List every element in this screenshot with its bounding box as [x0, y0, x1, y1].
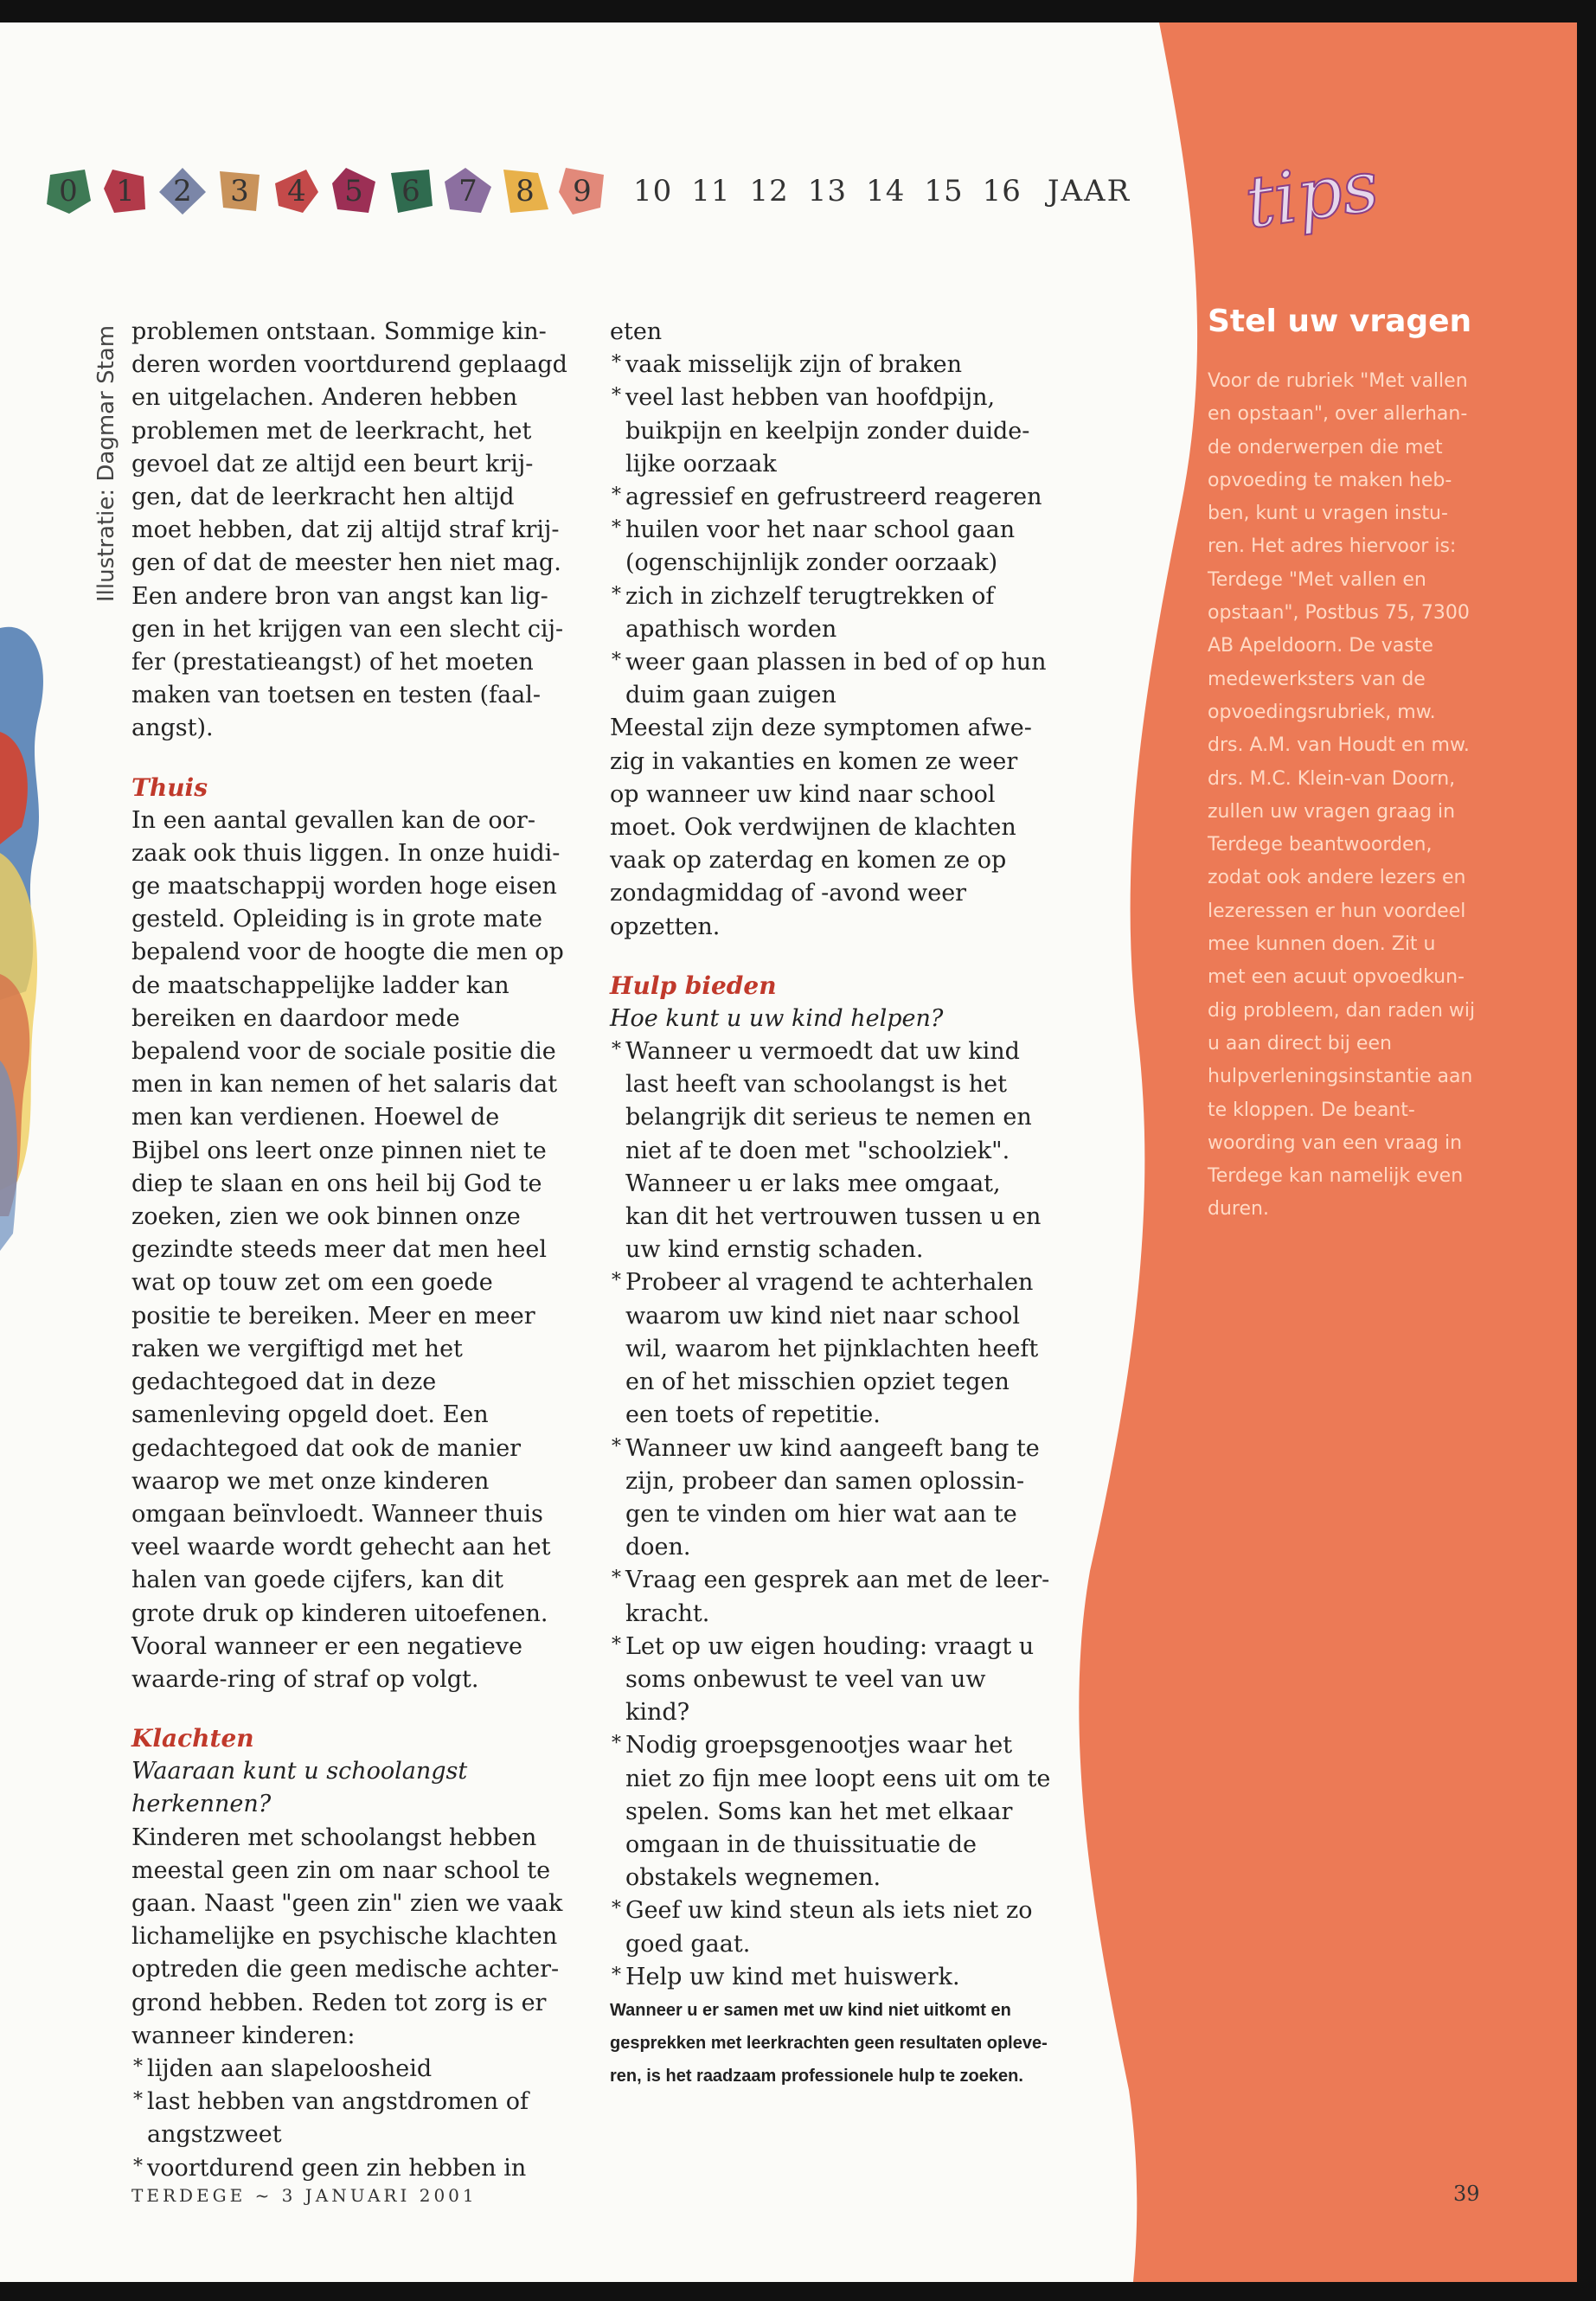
- list-item: * lijden aan slapeloosheid: [131, 2053, 573, 2086]
- list-item: * Geef uw kind steun als iets niet zo goed gaat.: [610, 1894, 1051, 1960]
- page-number: 39: [1453, 2182, 1480, 2206]
- list-item: * Vraag een gesprek aan met de leer-kracht.: [610, 1564, 1051, 1630]
- body-paragraph: eten: [610, 318, 663, 345]
- age-unit: JAAR: [1047, 174, 1131, 208]
- list-item: * Wanneer u vermoedt dat uw kind last heeft van schoolangst is het belangrijk dit serieus te nemen en niet af te doen met "schoolziek". Wanneer u er laks mee omgaat, kan dit het vertrouwen tussen u en uw kind ernstig schaden.: [610, 1035, 1051, 1266]
- sidebar-title: Stel uw vragen: [1208, 304, 1472, 339]
- age-label: 15: [924, 174, 964, 208]
- age-label: 10: [633, 174, 673, 208]
- age-marker: 0: [43, 166, 93, 216]
- list-item: * zich in zichzelf terugtrekken of apathisch worden: [610, 580, 1051, 646]
- symptom-list: [610, 349, 1051, 712]
- list-item: * agressief en gefrustreerd reageren: [610, 481, 1051, 514]
- closing-note: Wanneer u er samen met uw kind niet uitkomt en gesprekken met leerkrachten geen resultaten opleve-ren, is het raadzaam professionele hulp te zoeken.: [610, 2000, 1048, 2086]
- illustration-credit: Illustratie: Dagmar Stam: [93, 324, 119, 602]
- symptom-list: [131, 2053, 573, 2185]
- magazine-page: [0, 22, 1577, 2282]
- section-heading-klachten: Klachten: [131, 1724, 254, 1753]
- scan-border-top: [0, 0, 1596, 22]
- age-marker: 1: [100, 166, 151, 216]
- age-marker: 5: [329, 166, 379, 216]
- scan-border-right: [1577, 0, 1596, 2301]
- age-marker: 7: [443, 166, 493, 216]
- age-label: 14: [866, 174, 906, 208]
- age-marker: 8: [500, 166, 550, 216]
- list-item: * weer gaan plassen in bed of op hun duim gaan zuigen: [610, 646, 1051, 712]
- list-item: * veel last hebben van hoofdpijn, buikpijn en keelpijn zonder duide-lijke oorzaak: [610, 381, 1051, 481]
- age-marker: 4: [272, 166, 322, 216]
- list-item: * voortdurend geen zin hebben in: [131, 2152, 573, 2185]
- section-heading-hulp: Hulp bieden: [610, 971, 777, 1000]
- section-subheading: Hoe kunt u uw kind helpen?: [610, 1004, 944, 1032]
- section-subheading: Waaraan kunt u schoolangst herkennen?: [131, 1758, 468, 1818]
- article-column-2: [610, 316, 1051, 2093]
- footer-publication: TERDEGE ~ 3 JANUARI 2001: [131, 2185, 478, 2206]
- sidebar-text: Voor de rubriek "Met vallen en opstaan", over allerhan-de onderwerpen die met opvoeding te maken heb-ben, kunt u vragen instu-ren. Het adres hiervoor is: Terdege "Met vallen en opstaan", Postbus 75, 7300 AB Apeldoorn. De vaste medewerksters van de opvoedingsrubriek, mw. drs. A.M. van Houdt en mw. drs. M.C. Klein-van Doorn, zullen uw vragen graag in Terdege beantwoorden, zodat ook andere lezers en lezeressen er hun voordeel mee kunnen doen. Zit u met een acuut opvoedkun-dig probleem, dan raden wij u aan direct bij een hulpverleningsinstantie aan te kloppen. De beant-woording van een vraag in Terdege kan namelijk even duren.: [1208, 370, 1476, 1221]
- scan-border-bottom: [0, 2282, 1596, 2301]
- age-label: 12: [749, 174, 789, 208]
- age-label: 13: [807, 174, 848, 208]
- age-label: 11: [691, 174, 731, 208]
- body-paragraph: Kinderen met schoolangst hebben meestal geen zin om naar school te gaan. Naast "geen zin" zien we vaak lichamelijke en psychische klachten optreden die geen medische achter-grond hebben. Reden tot zorg is er wanneer kinderen:: [131, 1823, 563, 2049]
- tips-sidebar: [1208, 304, 1476, 1227]
- list-item: * vaak misselijk zijn of braken: [610, 349, 1051, 381]
- list-item: * Help uw kind met huiswerk.: [610, 1961, 1051, 1994]
- age-scale: [43, 157, 1131, 226]
- age-marker: 9: [557, 166, 607, 216]
- list-item: * last hebben van angstdromen of angstzweet: [131, 2086, 573, 2151]
- list-item: * huilen voor het naar school gaan (ogenschijnlijk zonder oorzaak): [610, 514, 1051, 580]
- body-paragraph: In een aantal gevallen kan de oor-zaak ook thuis liggen. In onze huidi-ge maatschappij worden hoge eisen gesteld. Opleiding is in grote mate bepalend voor de hoogte die men op de maatschappelijke ladder kan bereiken en daardoor mede bepalend voor de sociale positie die men in kan nemen of het salaris dat men kan verdienen. Hoewel de Bijbel ons leert onze pinnen niet te diep te slaan en ons heil bij God te zoeken, zien we ook binnen onze gezindte steeds meer dat men heel wat op touw zet om een goede positie te bereiken. Meer en meer raken we vergiftigd met het gedachtegoed dat in deze samenleving opgeld doet. Een gedachtegoed dat ook de manier waarop we met onze kinderen omgaan beïnvloedt. Wanneer thuis veel waarde wordt gehecht aan het halen van goede cijfers, kan dit grote druk op kinderen uitoefenen. Vooral wanneer er een negatieve waarde-ring of straf op volgt.: [131, 806, 564, 1693]
- age-label: 16: [982, 174, 1022, 208]
- age-marker: 3: [215, 166, 265, 216]
- age-marker: 2: [157, 166, 208, 216]
- list-item: * Probeer al vragend te achterhalen waarom uw kind niet naar school wil, waarom het pijnklachten heeft en of het misschien opziet tegen een toets of repetitie.: [610, 1266, 1051, 1432]
- help-list: [610, 1035, 1051, 1994]
- body-paragraph: problemen ontstaan. Sommige kin-deren worden voortdurend geplaagd en uitgelachen. Anderen hebben problemen met de leerkracht, het gevoel dat ze altijd een beurt krij-gen, dat de leerkracht hen altijd moet hebben, dat zij altijd straf krij-gen of dat de meester hen niet mag. Een andere bron van angst kan lig-gen in het krijgen van een slecht cij-fer (prestatieangst) of het moeten maken van toetsen en testen (faal-angst).: [131, 318, 567, 742]
- body-paragraph: Meestal zijn deze symptomen afwe-zig in vakanties en komen ze weer op wanneer uw kind naar school moet. Ook verdwijnen de klachten vaak op zaterdag en komen ze op zondagmiddag of -avond weer opzetten.: [610, 715, 1032, 940]
- list-item: * Nodig groepsgenootjes waar het niet zo fijn mee loopt eens uit om te spelen. Soms kan het met elkaar omgaan in de thuissituatie de obstakels wegnemen.: [610, 1729, 1051, 1894]
- list-item: * Let op uw eigen houding: vraagt u soms onbewust te veel van uw kind?: [610, 1631, 1051, 1730]
- article-column-1: [131, 316, 573, 2185]
- list-item: * Wanneer uw kind aangeeft bang te zijn, probeer dan samen oplossin-gen te vinden om hier wat aan te doen.: [610, 1433, 1051, 1565]
- section-heading-thuis: Thuis: [131, 772, 208, 802]
- tips-logo: [1237, 135, 1419, 256]
- age-marker: 6: [386, 166, 436, 216]
- tips-logo-text: tips: [1240, 144, 1384, 246]
